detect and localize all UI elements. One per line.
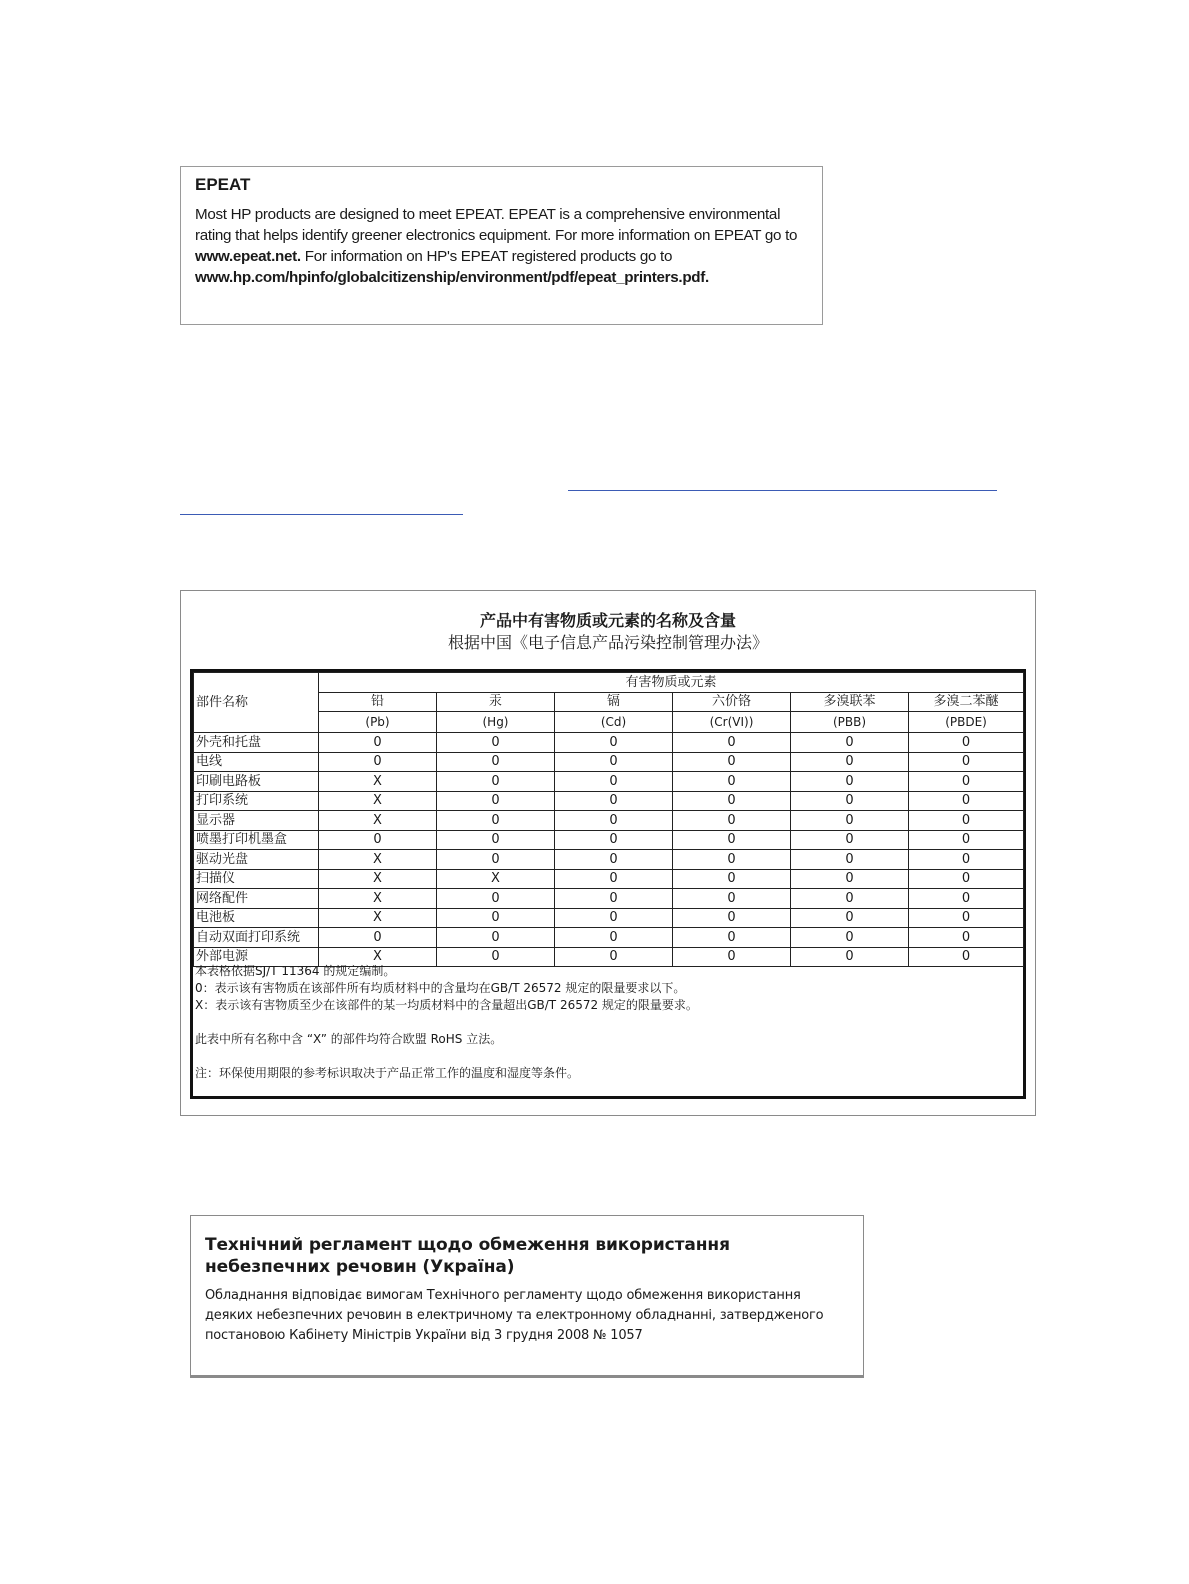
substance-value-cell: 0: [791, 752, 909, 772]
substance-value-cell: 0: [673, 947, 791, 967]
substance-symbol: (Cd): [555, 712, 673, 733]
part-name-cell: 扫描仪: [194, 869, 319, 889]
substance-value-cell: 0: [673, 811, 791, 831]
substance-name: 汞: [437, 692, 555, 712]
substance-value-cell: 0: [791, 908, 909, 928]
substance-value-cell: 0: [437, 752, 555, 772]
part-name-cell: 电池板: [194, 908, 319, 928]
substance-value-cell: 0: [555, 830, 673, 850]
ukraine-title: Технічний регламент щодо обмеження використання небезпечних речовин (Україна): [205, 1235, 730, 1277]
note-spacer: [195, 1048, 1015, 1065]
substance-value-cell: 0: [791, 947, 909, 967]
epeat-link[interactable]: www.epeat.net.: [195, 248, 301, 265]
substance-value-cell: X: [437, 869, 555, 889]
substance-value-cell: 0: [673, 733, 791, 753]
part-name-cell: 印刷电路板: [194, 772, 319, 792]
note-basis: 本表格依据SJ/T 11364 的规定编制。: [195, 964, 396, 978]
substance-value-cell: 0: [909, 869, 1024, 889]
substance-value-cell: 0: [673, 772, 791, 792]
substance-value-cell: 0: [555, 947, 673, 967]
substance-value-cell: X: [319, 908, 437, 928]
substance-value-cell: 0: [437, 928, 555, 948]
substance-value-cell: 0: [791, 830, 909, 850]
substance-value-cell: 0: [909, 830, 1024, 850]
substance-value-cell: 0: [673, 830, 791, 850]
table-row: [194, 908, 1024, 928]
substance-value-cell: 0: [909, 772, 1024, 792]
cn-table-subtitle: 根据中国《电子信息产品污染控制管理办法》: [447, 633, 768, 652]
substance-value-cell: 0: [909, 791, 1024, 811]
substance-value-cell: X: [319, 850, 437, 870]
substance-value-cell: 0: [791, 928, 909, 948]
substance-symbol: (Hg): [437, 712, 555, 733]
substance-value-cell: 0: [673, 908, 791, 928]
substance-value-cell: 0: [437, 791, 555, 811]
note-x: X：表示该有害物质至少在该部件的某一均质材料中的含量超出GB/T 26572 规定的限量要求。: [195, 998, 698, 1012]
epeat-text-2: For information on HP's EPEAT registered products go to: [300, 248, 673, 265]
table-row: [194, 752, 1024, 772]
cn-table-frame: [190, 669, 1026, 1099]
substance-value-cell: 0: [555, 928, 673, 948]
part-name-cell: 电线: [194, 752, 319, 772]
substance-name: 六价铬: [673, 692, 791, 712]
substance-value-cell: 0: [909, 752, 1024, 772]
substance-value-cell: 0: [555, 889, 673, 909]
cn-table-title: 产品中有害物质或元素的名称及含量: [479, 611, 736, 630]
table-notes: [195, 963, 1015, 1082]
substance-value-cell: 0: [909, 947, 1024, 967]
substance-value-cell: 0: [673, 850, 791, 870]
substance-value-cell: 0: [909, 908, 1024, 928]
part-name-cell: 喷墨打印机墨盒: [194, 830, 319, 850]
substance-value-cell: 0: [791, 869, 909, 889]
substance-value-cell: X: [319, 869, 437, 889]
substance-symbol: (Cr(VI)): [673, 712, 791, 733]
ukraine-text: Обладнання відповідає вимогам Технічного регламенту щодо обмеження використання деяких небезпечних речовин в електричному та електронному обладнанні, затвердженого постановою Кабінету Міністрів України від 3 грудня 2008 № 1057: [205, 1288, 824, 1343]
substance-value-cell: 0: [909, 889, 1024, 909]
substance-value-cell: 0: [555, 733, 673, 753]
substance-value-cell: 0: [791, 791, 909, 811]
substance-names-row: [194, 692, 1024, 712]
substance-value-cell: 0: [437, 947, 555, 967]
epeat-title: EPEAT: [195, 175, 251, 194]
substance-value-cell: 0: [791, 811, 909, 831]
part-name-cell: 自动双面打印系统: [194, 928, 319, 948]
substance-value-cell: 0: [909, 850, 1024, 870]
substance-value-cell: X: [319, 811, 437, 831]
table-row: [194, 850, 1024, 870]
substance-value-cell: 0: [555, 752, 673, 772]
table-row: [194, 733, 1024, 753]
substance-symbol: (Pb): [319, 712, 437, 733]
table-body: [194, 733, 1024, 967]
epeat-box: [180, 166, 823, 325]
substance-value-cell: 0: [319, 928, 437, 948]
table-row: [194, 830, 1024, 850]
substance-value-cell: 0: [555, 908, 673, 928]
substance-name: 多溴联苯: [791, 692, 909, 712]
substance-name: 铅: [319, 692, 437, 712]
substance-value-cell: 0: [673, 889, 791, 909]
substance-value-cell: 0: [319, 830, 437, 850]
substance-value-cell: X: [319, 889, 437, 909]
substance-value-cell: 0: [673, 752, 791, 772]
substance-value-cell: 0: [791, 733, 909, 753]
substance-value-cell: 0: [909, 928, 1024, 948]
substance-value-cell: 0: [673, 869, 791, 889]
substance-symbols-row: [194, 712, 1024, 733]
hazardous-substance-box: [180, 590, 1036, 1116]
substance-value-cell: 0: [437, 772, 555, 792]
table-row: [194, 869, 1024, 889]
substance-name: 多溴二苯醚: [909, 692, 1024, 712]
part-name-cell: 网络配件: [194, 889, 319, 909]
table-row: [194, 772, 1024, 792]
note-rohs: 此表中所有名称中含 “X” 的部件均符合欧盟 RoHS 立法。: [195, 1032, 503, 1046]
part-name-header: 部件名称: [194, 673, 319, 733]
substance-value-cell: 0: [673, 791, 791, 811]
substance-symbol: (PBB): [791, 712, 909, 733]
substance-value-cell: 0: [437, 733, 555, 753]
substance-value-cell: X: [319, 791, 437, 811]
note-spacer: [195, 1014, 1015, 1031]
table-row: [194, 889, 1024, 909]
substance-value-cell: 0: [555, 850, 673, 870]
substance-value-cell: X: [319, 947, 437, 967]
epeat-text-1: Most HP products are designed to meet EPEAT. EPEAT is a comprehensive environmental rating that helps identify greener electronics equipment. For more information on EPEAT go to: [195, 206, 798, 244]
part-name-cell: 显示器: [194, 811, 319, 831]
substance-value-cell: 0: [791, 889, 909, 909]
substance-value-cell: 0: [673, 928, 791, 948]
substance-value-cell: 0: [437, 850, 555, 870]
substance-value-cell: 0: [555, 869, 673, 889]
substance-value-cell: 0: [555, 772, 673, 792]
table-row: [194, 791, 1024, 811]
note-epup: 注：环保使用期限的参考标识取决于产品正常工作的温度和湿度等条件。: [195, 1066, 580, 1080]
part-name-cell: 打印系统: [194, 791, 319, 811]
table-row: [194, 811, 1024, 831]
substance-value-cell: 0: [909, 733, 1024, 753]
substance-value-cell: 0: [319, 752, 437, 772]
substance-value-cell: 0: [437, 830, 555, 850]
hyperlink-underline-1[interactable]: [568, 490, 997, 491]
substance-value-cell: 0: [555, 811, 673, 831]
substance-value-cell: 0: [319, 733, 437, 753]
part-name-cell: 驱动光盘: [194, 850, 319, 870]
substance-name: 镉: [555, 692, 673, 712]
substance-value-cell: 0: [791, 772, 909, 792]
hazardous-substance-table: [193, 672, 1024, 967]
hyperlink-underline-2[interactable]: [180, 514, 463, 515]
substance-value-cell: 0: [909, 811, 1024, 831]
table-row: [194, 928, 1024, 948]
hp-epeat-link[interactable]: www.hp.com/hpinfo/globalcitizenship/environment/pdf/epeat_printers.pdf.: [195, 269, 709, 286]
part-name-cell: 外壳和托盘: [194, 733, 319, 753]
substance-value-cell: X: [319, 772, 437, 792]
substance-value-cell: 0: [437, 811, 555, 831]
substance-value-cell: 0: [437, 889, 555, 909]
substance-symbol: (PBDE): [909, 712, 1024, 733]
note-zero: 0：表示该有害物质在该部件所有均质材料中的含量均在GB/T 26572 规定的限量要求以下。: [195, 981, 686, 995]
substance-group-header: 有害物质或元素: [319, 673, 1024, 693]
substance-value-cell: 0: [437, 908, 555, 928]
substance-value-cell: 0: [791, 850, 909, 870]
substance-value-cell: 0: [555, 791, 673, 811]
part-name-cell: 外部电源: [194, 947, 319, 967]
epeat-text: [195, 204, 808, 288]
ukraine-box: [190, 1215, 864, 1378]
